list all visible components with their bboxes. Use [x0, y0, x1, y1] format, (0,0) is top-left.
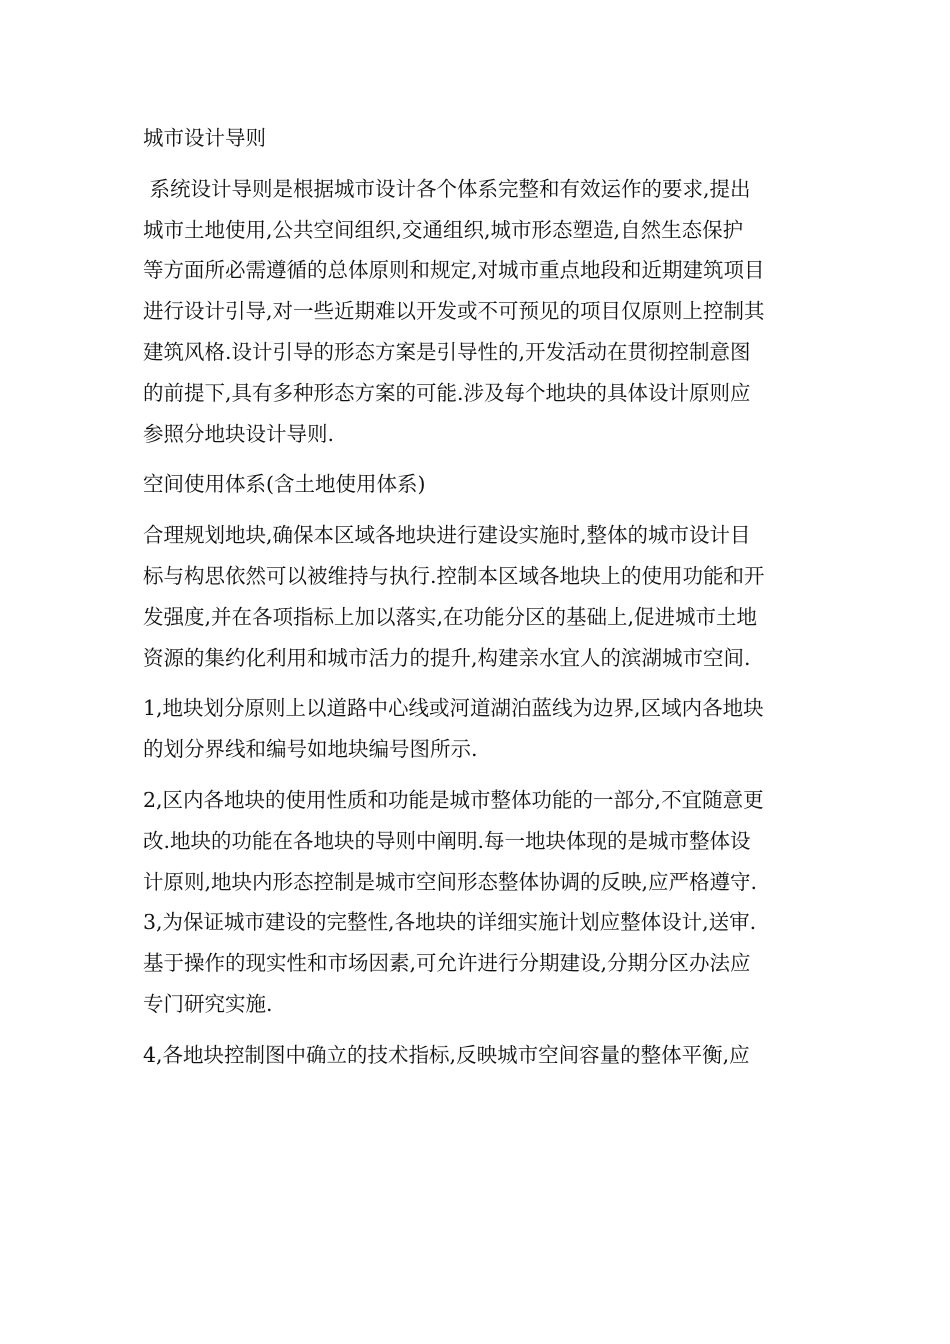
list-item-4	[143, 1035, 815, 1076]
list-item-1	[143, 688, 815, 770]
text-line: 系统设计导则是根据城市设计各个体系完整和有效运作的要求,提出	[143, 176, 751, 201]
list-item-2	[143, 780, 815, 902]
text-line: 空间使用体系(含土地使用体系)	[143, 472, 426, 497]
text-line: 4,各地块控制图中确立的技术指标,反映城市空间容量的整体平衡,应	[143, 1042, 750, 1067]
text-line: 的划分界线和编号如地块编号图所示.	[143, 737, 478, 762]
text-line: 改.地块的功能在各地块的导则中阐明.每一地块体现的是城市整体设	[143, 828, 751, 853]
text-line: 发强度,并在各项指标上加以落实,在功能分区的基础上,促进城市土地	[143, 604, 758, 629]
paragraph-intro	[143, 169, 815, 455]
section-heading	[143, 464, 815, 505]
list-item-3	[143, 902, 815, 1024]
text-line: 基于操作的现实性和市场因素,可允许进行分期建设,分期分区办法应	[143, 951, 751, 976]
text-line: 1,地块划分原则上以道路中心线或河道湖泊蓝线为边界,区域内各地块	[143, 696, 764, 721]
text-line: 计原则,地块内形态控制是城市空间形态整体协调的反映,应严格遵守.	[143, 869, 758, 894]
text-line: 合理规划地块,确保本区域各地块进行建设实施时,整体的城市设计目	[143, 523, 751, 548]
text-line: 等方面所必需遵循的总体原则和规定,对城市重点地段和近期建筑项目	[143, 258, 765, 283]
text-line: 标与构思依然可以被维持与执行.控制本区域各地块上的使用功能和开	[143, 563, 765, 588]
paragraph-space-use	[143, 515, 815, 678]
text-line: 2,区内各地块的使用性质和功能是城市整体功能的一部分,不宜随意更	[143, 787, 764, 812]
text-line: 建筑风格.设计引导的形态方案是引导性的,开发活动在贯彻控制意图	[143, 339, 751, 364]
text-line: 城市土地使用,公共空间组织,交通组织,城市形态塑造,自然生态保护	[143, 217, 744, 242]
text-line: 进行设计引导,对一些近期难以开发或不可预见的项目仅原则上控制其	[143, 299, 765, 324]
text-line: 参照分地块设计导则.	[143, 421, 335, 446]
document-title: 城市设计导则	[143, 126, 266, 150]
text-line: 3,为保证城市建设的完整性,各地块的详细实施计划应整体设计,送审.	[143, 910, 757, 935]
text-line: 的前提下,具有多种形态方案的可能.涉及每个地块的具体设计原则应	[143, 380, 751, 405]
text-line: 资源的集约化利用和城市活力的提升,构建亲水宜人的滨湖城市空间.	[143, 645, 751, 670]
document-body	[143, 118, 815, 1076]
text-line: 专门研究实施.	[143, 991, 273, 1016]
